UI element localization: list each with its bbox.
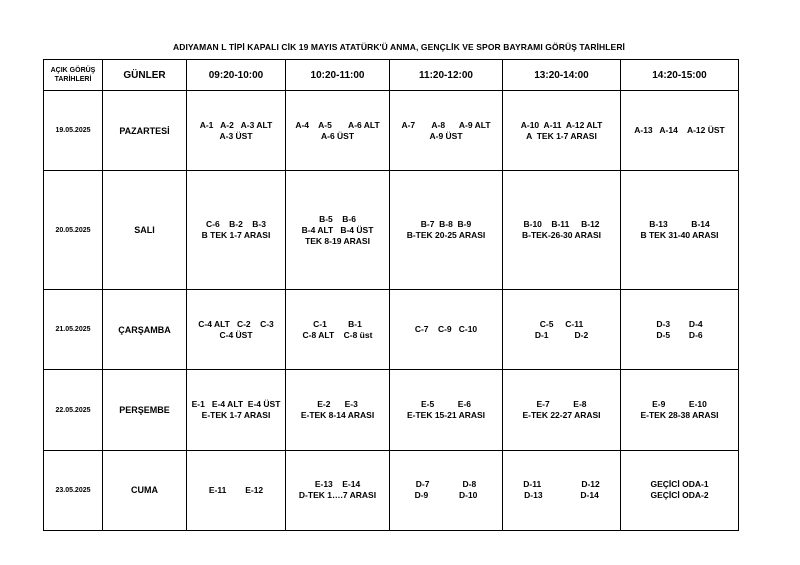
ward-list-line: GEÇİCİ ODA-1 [650, 479, 709, 490]
ward-list-line: B-7 B-8 B-9 [420, 219, 472, 230]
ward-list-line: E-7 E-8 [536, 399, 587, 409]
slot-cell [503, 370, 621, 450]
header-days: GÜNLER [103, 60, 187, 91]
ward-list-line: A-4 A-5 A-6 ALT [295, 119, 380, 130]
ward-list-line: B-13 B-14 [649, 219, 710, 230]
ward-list-line: B TEK 1-7 ARASI [201, 230, 271, 241]
document-title: ADIYAMAN L TİPİ KAPALI CİK 19 MAYIS ATATÜRK'Ü ANMA, GENÇLİK VE SPOR BAYRAMI GÖRÜŞ TARİHLERİ [172, 42, 626, 52]
ward-list-line: A-7 A-8 A-9 ALT [401, 119, 491, 130]
schedule-row [44, 171, 739, 290]
slot-cell [621, 171, 739, 290]
ward-list-line: B TEK 31-40 ARASI [640, 230, 719, 241]
day-name: PERŞEMBE [103, 370, 187, 450]
slot-cell [286, 290, 390, 370]
schedule-row [44, 450, 739, 530]
ward-list-line: A-13 A-14 A-12 ÜST [634, 125, 725, 136]
ward-list-line: E-TEK 15-21 ARASI [406, 410, 486, 420]
slot-cell [286, 171, 390, 290]
ward-list-line: E-TEK 1-7 ARASI [201, 410, 271, 420]
slot-cell [390, 370, 503, 450]
header-slot-2: 10:20-11:00 [286, 60, 390, 91]
ward-list-line: TEK 8-19 ARASI [305, 235, 370, 246]
header-slot-3: 11:20-12:00 [390, 60, 503, 91]
ward-list-line: B-10 B-11 B-12 [523, 219, 600, 230]
slot-cell [503, 290, 621, 370]
ward-list-line: B-5 B-6 [319, 213, 356, 224]
slot-cell [187, 370, 286, 450]
ward-list-line: E-5 E-6 [420, 399, 472, 409]
slot-cell [187, 171, 286, 290]
slot-cell [187, 290, 286, 370]
slot-cell [390, 171, 503, 290]
ward-list-line: E-2 E-3 [317, 399, 358, 409]
ward-list-line: A TEK 1-7 ARASI [526, 130, 597, 141]
slot-cell [503, 450, 621, 530]
slot-cell [621, 290, 739, 370]
schedule-row [44, 370, 739, 450]
visit-date: 21.05.2025 [44, 290, 103, 370]
ward-list-line: A-1 A-2 A-3 ALT [199, 119, 273, 130]
schedule-row [44, 91, 739, 171]
ward-list-line: D-13 D-14 [524, 490, 599, 501]
header-visit-dates [44, 60, 103, 91]
ward-list-line: GEÇİCİ ODA-2 [650, 490, 709, 501]
ward-list-line: A-3 ÜST [219, 130, 253, 141]
header-slot-1: 09:20-10:00 [187, 60, 286, 91]
ward-list-line: B-4 ALT B-4 ÜST [301, 224, 374, 235]
slot-cell [621, 91, 739, 171]
ward-list-line: C-4 ÜST [219, 329, 253, 340]
day-name: PAZARTESİ [103, 91, 187, 171]
ward-list-line: E-TEK 28-38 ARASI [640, 410, 719, 420]
ward-list-line: E-TEK 22-27 ARASI [522, 410, 601, 420]
visit-date: 19.05.2025 [44, 91, 103, 171]
slot-cell [187, 91, 286, 171]
ward-list-line: E-11 E-12 [208, 484, 264, 495]
slot-cell [503, 91, 621, 171]
slot-cell [187, 450, 286, 530]
ward-list-line: D-1 D-2 [534, 329, 589, 340]
ward-list-line: D-7 D-8 [415, 479, 477, 490]
slot-cell [390, 450, 503, 530]
ward-list-line: C-6 B-2 B-3 [206, 219, 266, 230]
ward-list-line: E-13 E-14 [314, 479, 361, 490]
ward-list-line: B-TEK-26-30 ARASI [521, 230, 602, 241]
day-name: SALI [103, 171, 187, 290]
ward-list-line: A-10 A-11 A-12 ALT [520, 119, 603, 130]
visit-date: 23.05.2025 [44, 450, 103, 530]
visit-schedule-table [43, 59, 739, 531]
slot-cell [286, 91, 390, 171]
header-visit-dates-line: TARİHLERİ [54, 76, 92, 83]
ward-list-line: A-6 ÜST [320, 130, 355, 141]
ward-list-line: D-9 D-10 [414, 490, 478, 501]
ward-list-line: D-TEK 1….7 ARASI [298, 490, 377, 501]
ward-list-line: C-1 B-1 [313, 318, 362, 329]
ward-list-line: A-9 ÜST [429, 130, 463, 141]
ward-list-line: C-5 C-11 [539, 318, 584, 329]
slot-cell [390, 91, 503, 171]
day-name: CUMA [103, 450, 187, 530]
ward-list-line: C-4 ALT C-2 C-3 [198, 318, 274, 329]
ward-list-line: E-1 E-4 ALT E-4 ÜST [191, 399, 281, 409]
header-slot-5: 14:20-15:00 [621, 60, 739, 91]
slot-cell [621, 370, 739, 450]
ward-list-line: C-7 C-9 C-10 [414, 324, 478, 335]
header-row [44, 60, 739, 91]
ward-list-line: E-TEK 8-14 ARASI [300, 410, 375, 420]
slot-cell [286, 370, 390, 450]
ward-list-line: D-3 D-4 [656, 318, 703, 329]
ward-list-line: B-TEK 20-25 ARASI [406, 230, 486, 241]
header-visit-dates-line: AÇIK GÖRÜŞ [50, 67, 96, 74]
ward-list-line: E-9 E-10 [652, 399, 707, 409]
ward-list-line: D-11 D-12 [523, 479, 600, 490]
ward-list-line: C-8 ALT C-8 üst [302, 329, 373, 340]
visit-date: 22.05.2025 [44, 370, 103, 450]
slot-cell [286, 450, 390, 530]
slot-cell [621, 450, 739, 530]
schedule-body [44, 91, 739, 531]
ward-list-line: D-5 D-6 [656, 329, 703, 340]
slot-cell [503, 171, 621, 290]
day-name: ÇARŞAMBA [103, 290, 187, 370]
schedule-row [44, 290, 739, 370]
slot-cell [390, 290, 503, 370]
visit-date: 20.05.2025 [44, 171, 103, 290]
header-slot-4: 13:20-14:00 [503, 60, 621, 91]
